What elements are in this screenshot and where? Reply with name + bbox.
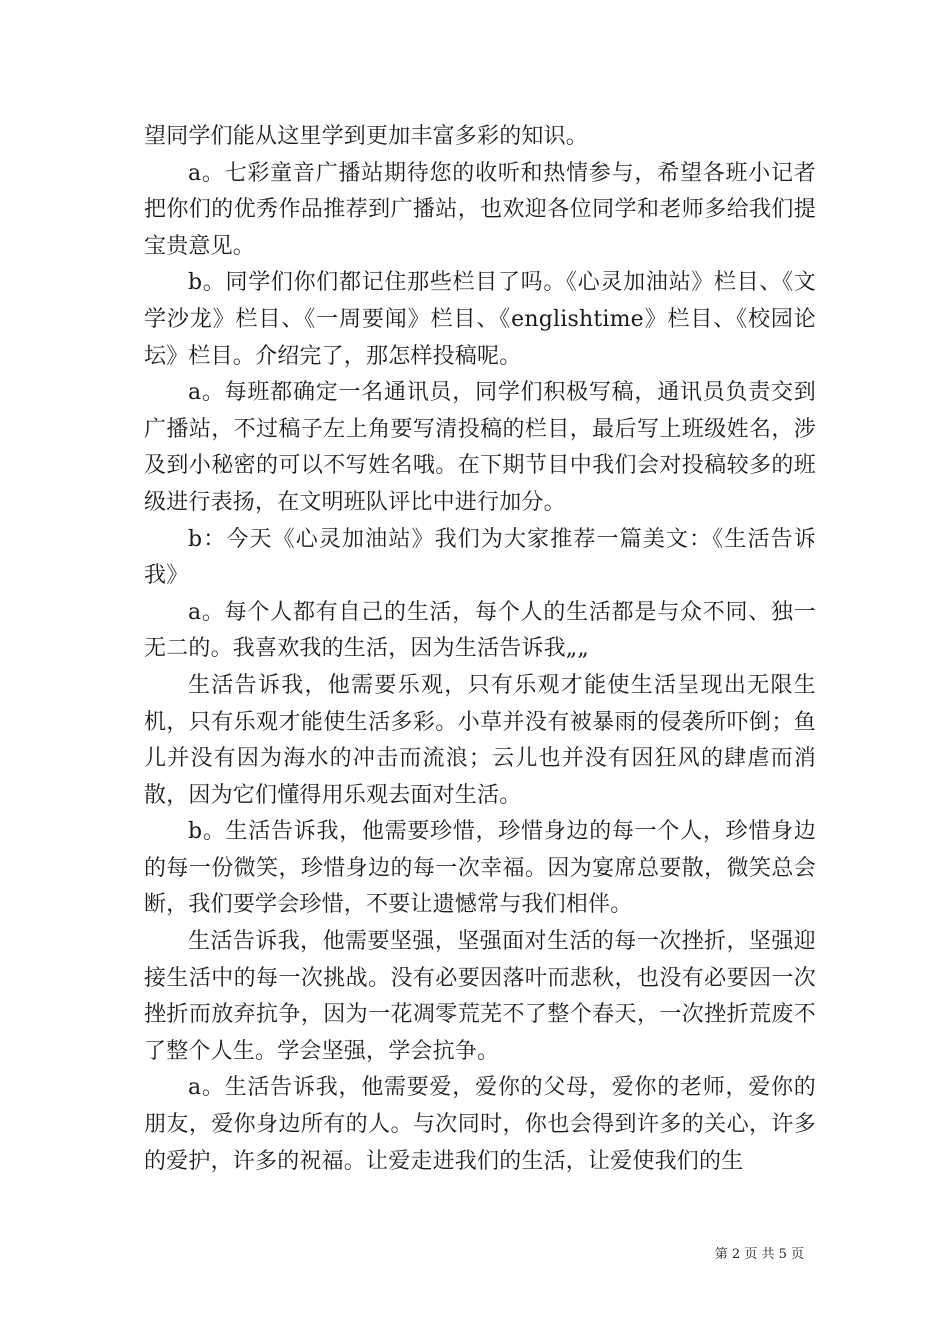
paragraph: a。生活告诉我，他需要爱，爱你的父母，爱你的老师，爱你的朋友，爱你身边所有的人。与次同时，你也会得到许多的关心，许多的爱护，许多的祝福。让爱走进我们的生活，让爱使我们的生 [144, 1075, 816, 1174]
page-number-footer: 第 2 页 共 5 页 [714, 1247, 804, 1262]
paragraph: 生活告诉我，他需要坚强，坚强面对生活的每一次挫折，坚强迎接生活中的每一次挑战。没有必要因落叶而悲秋，也没有必要因一次挫折而放弃抗争，因为一花凋零荒芜不了整个春天，一次挫折荒废不了整个人生。学会坚强，学会抗争。 [144, 929, 816, 1064]
paragraph: b：今天《心灵加油站》我们为大家推荐一篇美文：《生活告诉我》 [144, 526, 816, 589]
paragraph: b。同学们你们都记住那些栏目了吗。《心灵加油站》栏目、《文学沙龙》栏目、《一周要闻》栏目、《englishtime》栏目、《校园论坛》栏目。介绍完了，那怎样投稿呢。 [144, 270, 816, 369]
paragraph: a。每班都确定一名通讯员，同学们积极写稿，通讯员负责交到广播站，不过稿子左上角要写清投稿的栏目，最后写上班级姓名，涉及到小秘密的可以不写姓名哦。在下期节目中我们会对投稿较多的班级进行表扬，在文明班队评比中进行加分。 [144, 380, 816, 515]
paragraph: 望同学们能从这里学到更加丰富多彩的知识。 [144, 124, 589, 149]
paragraph: a。每个人都有自己的生活，每个人的生活都是与众不同、独一无二的。我喜欢我的生活，因为生活告诉我„„ [144, 599, 816, 662]
document-body [144, 119, 816, 1180]
paragraph: b。生活告诉我，他需要珍惜，珍惜身边的每一个人，珍惜身边的每一份微笑，珍惜身边的每一次幸福。因为宴席总要散，微笑总会断，我们要学会珍惜，不要让遗憾常与我们相伴。 [144, 819, 816, 918]
paragraph: a。七彩童音广播站期待您的收听和热情参与，希望各班小记者把你们的优秀作品推荐到广播站，也欢迎各位同学和老师多给我们提宝贵意见。 [144, 160, 816, 259]
paragraph: 生活告诉我，他需要乐观，只有乐观才能使生活呈现出无限生机，只有乐观才能使生活多彩。小草并没有被暴雨的侵袭所吓倒；鱼儿并没有因为海水的冲击而流浪；云儿也并没有因狂风的肆虐而消散，因为它们懂得用乐观去面对生活。 [144, 672, 816, 808]
